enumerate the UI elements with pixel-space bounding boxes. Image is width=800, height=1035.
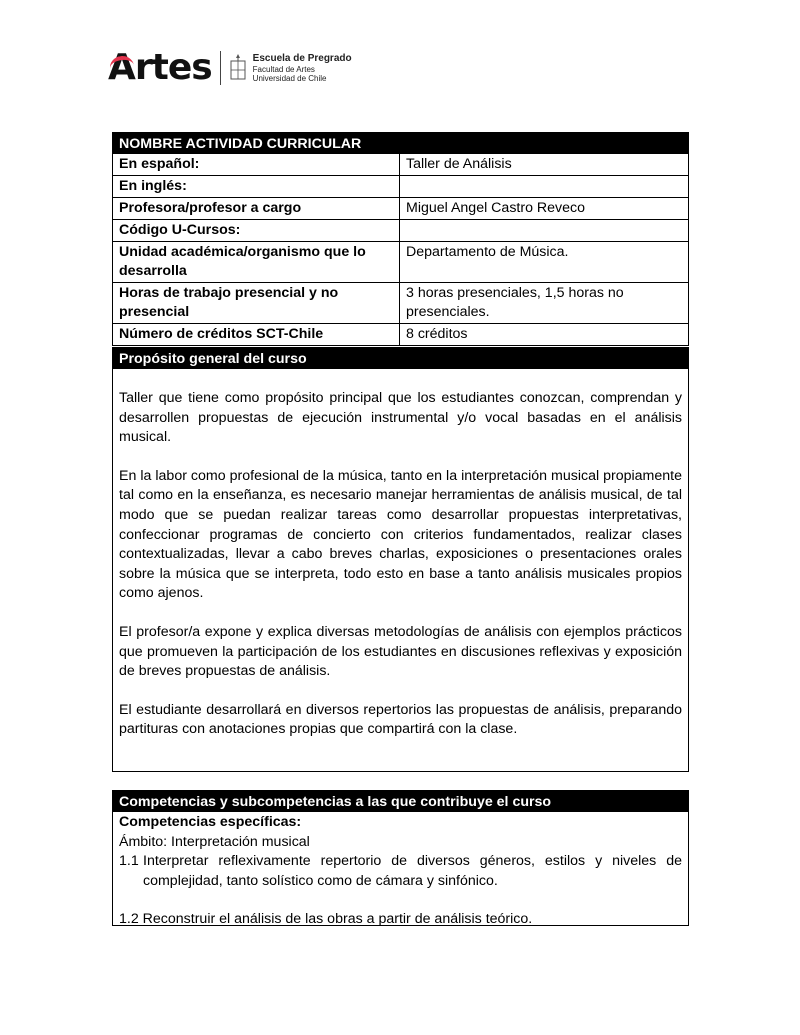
school-title: Escuela de Pregrado — [252, 53, 352, 64]
competencies-ambit: Ámbito: Interpretación musical — [119, 833, 310, 850]
table-row — [113, 198, 689, 220]
table-row — [113, 283, 689, 324]
purpose-paragraph: Taller que tiene como propósito principal que los estudiantes conozcan, comprendan y desarrollen propuestas de ejecución instrumental y/o vocal basadas en el análisis musical. — [119, 390, 682, 446]
row-label: En español: — [113, 154, 400, 176]
purpose-paragraph: El profesor/a expone y explica diversas metodologías de análisis con ejemplos prácticos que promueven la participación de los estudiantes en discusiones reflexivas y exposición de breves propuestas de análisis. — [119, 623, 682, 680]
competencies-heading: Competencias y subcompetencias a las que contribuye el curso — [113, 791, 688, 812]
row-value: Departamento de Música. — [400, 242, 689, 283]
purpose-section — [112, 347, 689, 772]
school-name — [253, 53, 352, 83]
competency-item — [119, 852, 682, 891]
competency-item: 1.2 Reconstruir el análisis de las obras a partir de análisis teórico. — [119, 911, 533, 928]
school-faculty: Facultad de Artes — [252, 65, 315, 74]
logo-word: Artes — [108, 47, 212, 88]
activity-table-header — [113, 133, 689, 154]
competency-text: Interpretar reflexivamente repertorio de diversos géneros, estilos y niveles de complejidad, tanto solístico como de cámara y sinfónico. — [143, 853, 682, 889]
activity-heading: NOMBRE ACTIVIDAD CURRICULAR — [113, 133, 689, 154]
row-label: Código U-Cursos: — [113, 220, 400, 242]
row-value: Taller de Análisis — [400, 154, 689, 176]
activity-table — [112, 132, 689, 346]
table-row — [113, 176, 689, 198]
purpose-paragraph: El estudiante desarrollará en diversos repertorios las propuestas de análisis, preparando partituras con anotaciones propias que compartirá con la clase. — [119, 701, 682, 738]
school-university: Universidad de Chile — [252, 74, 327, 83]
purpose-body — [113, 369, 688, 740]
row-value — [400, 176, 689, 198]
header-logo — [108, 46, 352, 90]
table-row — [113, 242, 689, 283]
row-value: 8 créditos — [400, 324, 689, 346]
logo-separator — [220, 51, 221, 85]
row-value: Miguel Angel Castro Reveco — [400, 198, 689, 220]
table-row — [113, 220, 689, 242]
purpose-paragraph: En la labor como profesional de la música, tanto en la interpretación musical propiamente tal como en la enseñanza, es necesario manejar herramientas de análisis musical, de tal modo que se puedan realizar tareas como desarrollar propuestas interpretativas, confeccionar programas de concierto con criterios fundamentados, realizar clases contextualizadas, llevar a cabo breves charlas, exposiciones o presentaciones orales sobre la música que se interpreta, todo esto en base a tanto análisis musicales propios como ajenos. — [119, 467, 682, 602]
artes-logo — [108, 47, 212, 88]
row-value — [400, 220, 689, 242]
row-label: Profesora/profesor a cargo — [113, 198, 400, 220]
competencies-section — [112, 790, 689, 926]
university-crest-icon — [229, 53, 247, 83]
row-value: 3 horas presenciales, 1,5 horas no presenciales. — [400, 283, 689, 324]
row-label: En inglés: — [113, 176, 400, 198]
competencies-subheading: Competencias específicas: — [119, 814, 302, 830]
purpose-heading: Propósito general del curso — [113, 348, 688, 369]
row-label: Unidad académica/organismo que lo desarrolla — [113, 242, 400, 283]
row-label: Horas de trabajo presencial y no presencial — [113, 283, 400, 324]
row-label: Número de créditos SCT-Chile — [113, 324, 400, 346]
table-row — [113, 324, 689, 346]
competency-number: 1.1 — [119, 853, 139, 870]
competencies-body — [113, 812, 688, 930]
table-row — [113, 154, 689, 176]
